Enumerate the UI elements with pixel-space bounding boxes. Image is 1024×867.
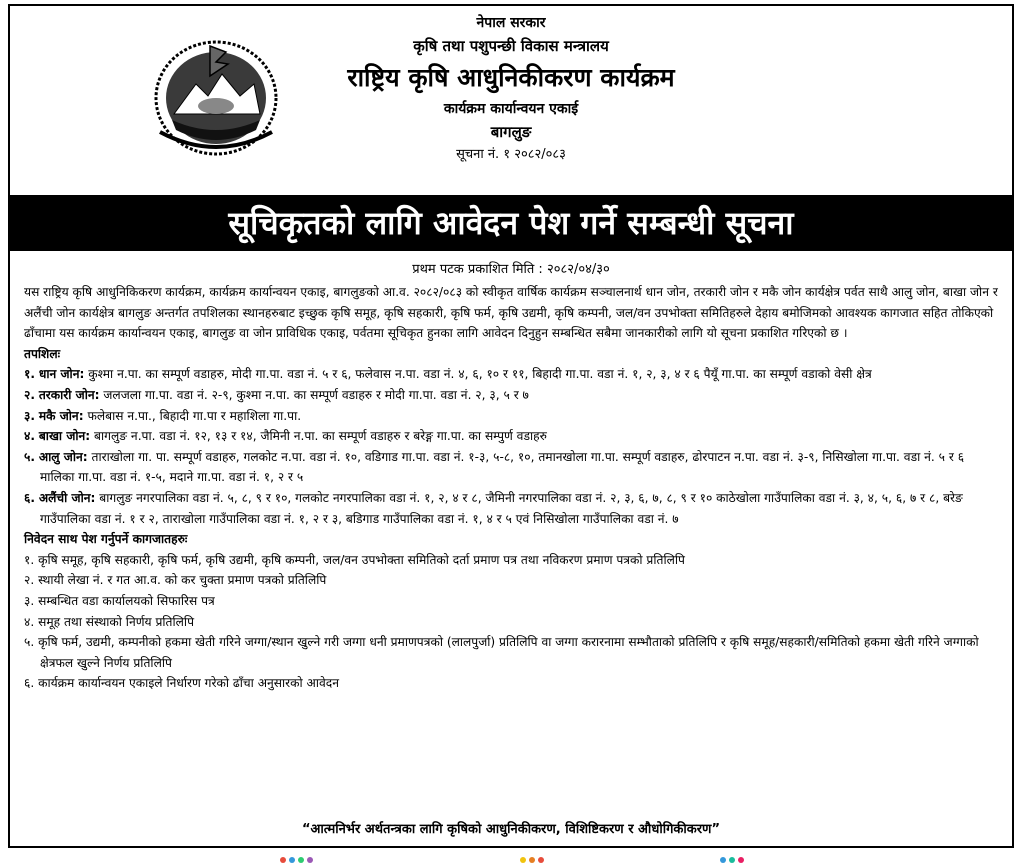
zone-item [24,426,1002,447]
intro-paragraph: यस राष्ट्रिय कृषि आधुनिकिकरण कार्यक्रम, कार्यक्रम कार्यान्वयन एकाइ, बागलुङको आ.व. २०८२/०८३ को स्वीकृत वार्षिक कार्यक्रम सञ्चालनार्थ धान जोन, तरकारी जोन र मकै जोन कार्यक्षेत्र पर्वत साथै आलु जोन, बाखा जोन र अलैंची जोन कार्यक्षेत्र बागलुङ अन्तर्गत तपशिलका स्थानहरुबाट इच्छुक कृषि समूह, कृषि सहकारी, कृषि फर्म, कृषि उद्यमी, कृषि कम्पनी, जल/वन उपभोक्ता समितिहरुले देहाय बमोजिमको आवश्यक कागजात सहित तोकिएको ढाँचामा यस कार्यक्रम कार्यान्वयन एकाइ, बागलुङ वा जोन प्राविधिक एकाइ, पर्वतमा सूचिकृत हुनका लागि आवेदन दिनुहुन सम्बन्धित सबैमा जानकारीको लागि यो सूचना प्रकाशित गरिएको छ । [24,285,998,341]
document-item: १. कृषि समूह, कृषि सहकारी, कृषि फर्म, कृषि उद्यमी, कृषि कम्पनी, जल/वन उपभोक्ता समितिको दर्ता प्रमाण पत्र तथा नविकरण प्रमाण पत्रको प्रतिलिपि [24,552,685,567]
zone-text: बागलुङ न.पा. वडा नं. १२, १३ र १४, जैमिनी न.पा. का सम्पूर्ण वडाहरु र बरेङ्ग गा.पा. का सम्पुर्ण वडाहरु [90,429,547,444]
dot-icon [538,857,544,863]
document-item: ५. कृषि फर्म, उद्यमी, कम्पनीको हकमा खेती गरिने जग्गा/स्थान खुल्ने गरी जग्गा धनी प्रमाणपत्रको (लालपुर्जा) प्रतिलिपि वा जग्गा करारनामा सम्भौताको प्रतिलिपि र कृषि समूह/सहकारी/समितिको हकमा खेती गरिने जग्गाको क्षेत्रफल खुल्ने निर्णय प्रतिलिपि [24,635,979,670]
dot-icon [520,857,526,863]
schedule-title: तपशिलः [24,346,61,361]
dot-icon [280,857,286,863]
notice-number: सूचना नं. १ २०८२/०८३ [456,147,566,162]
documents-list [24,550,1002,694]
public-notice [8,4,1014,848]
zone-number: ४. [24,429,35,444]
zone-text: ताराखोला गा. पा. सम्पूर्ण वडाहरु, गलकोट न.पा. वडा नं. १०, वडिगाड गा.पा. वडा नं. १-३, ५-८, १०, तमानखोला गा.पा. सम्पूर्ण वडाहरु, ढोरपाटन न.पा. वडा नं. ३-९, निसिखोला गा.पा. वडा नं. ५ र ६ मालिका गा.पा. वडा नं. १-५, मदाने गा.पा. वडा नं. १, २ र ५ [40,449,965,485]
government-name: नेपाल सरकार [476,15,546,31]
zone-number: ५. [24,449,35,464]
dot-icon [720,857,726,863]
dot-icon [307,857,313,863]
zone-item [24,447,1002,488]
zone-item [24,364,1002,385]
documents-title: निवेदन साथ पेश गर्नुपर्ने कागजातहरुः [24,532,188,547]
zone-number: १. [24,367,35,382]
zone-label: आलु जोन: [38,449,88,464]
zone-label: धान जोन: [38,367,85,382]
zone-text: फलेबास न.पा., बिहादी गा.पा र महाशिला गा.पा. [83,408,302,423]
dot-icon [289,857,295,863]
zone-label: बाखा जोन: [38,429,91,444]
zone-text: जलजला गा.पा. वडा नं. २-९, कुश्मा न.पा. का सम्पूर्ण वडाहरु र मोदी गा.पा. वडा नं. २, ३, ५ र ७ [99,387,529,402]
zone-label: मकै जोन: [38,408,84,423]
decorative-dots [280,852,780,867]
notice-body [24,282,1002,694]
document-item: ३. सम्बन्धित वडा कार्यालयको सिफारिस पत्र [24,593,215,608]
zone-item [24,488,1002,529]
dot-icon [729,857,735,863]
unit-name: कार्यक्रम कार्यान्वयन एकाई [443,101,579,117]
dot-icon [738,857,744,863]
zone-item [24,406,1002,427]
zone-label: तरकारी जोन: [38,387,100,402]
document-item: ४. समूह तथा संस्थाको निर्णय प्रतिलिपि [24,614,195,629]
slogan: “आत्मनिर्भर अर्थतन्त्रका लागि कृषिको आधुनिकीकरण, विशिष्टिकरण र औधोगिकीकरण” [301,822,721,837]
dot-icon [529,857,535,863]
publish-date: प्रथम पटक प्रकाशित मिति : २०८२/०४/३० [412,262,610,277]
dot-icon [298,857,304,863]
zone-label: अलैंची जोन: [38,490,96,505]
document-item: ६. कार्यक्रम कार्यान्वयन एकाइले निर्धारण गरेको ढाँचा अनुसारको आवेदन [24,676,340,691]
zone-list [24,364,1002,529]
location-name: बागलुङ [490,123,532,141]
zone-text: बागलुङ नगरपालिका वडा नं. ५, ८, ९ र १०, गलकोट नगरपालिका वडा नं. १, २, ४ र ८, जैमिनी नगरपालिका वडा नं. २, ३, ६, ७, ८, ९ र १० काठेखोला गाउँपालिका वडा नं. ३, ४, ५, ६, ७ र ८, बरेङ गाउँपालिका वडा नं. १ र २, ताराखोला गाउँपालिका वडा नं. १, २ र ३, बडिगाड गाउँपालिका वडा नं. १, ४ र ५ एवं निसिखोला गाउँपालिका वडा नं. ७ [40,490,963,526]
zone-item [24,385,1002,406]
document-item: २. स्थायी लेखा नं. र गत आ.व. को कर चुक्ता प्रमाण पत्रको प्रतिलिपि [24,573,327,588]
notice-title-banner: सूचिकृतको लागि आवेदन पेश गर्ने सम्बन्धी सूचना [10,195,1012,251]
zone-text: कुश्मा न.पा. का सम्पूर्ण वडाहरु, मोदी गा.पा. वडा नं. ५ र ६, फलेवास न.पा. वडा नं. ४, ६, १० र ११, बिहादी गा.पा. वडा नं. १, २, ३, ४ र ६ पैयूँ गा.पा. का सम्पूर्ण वडाको वेसी क्षेत्र [84,367,872,382]
notice-header [10,12,1012,166]
zone-number: २. [24,387,35,402]
zone-number: ६. [24,490,35,505]
ministry-name: कृषि तथा पशुपन्छी विकास मन्त्रालय [413,37,609,55]
zone-number: ३. [24,408,35,423]
program-name: राष्ट्रिय कृषि आधुनिकीकरण कार्यक्रम [347,63,675,92]
